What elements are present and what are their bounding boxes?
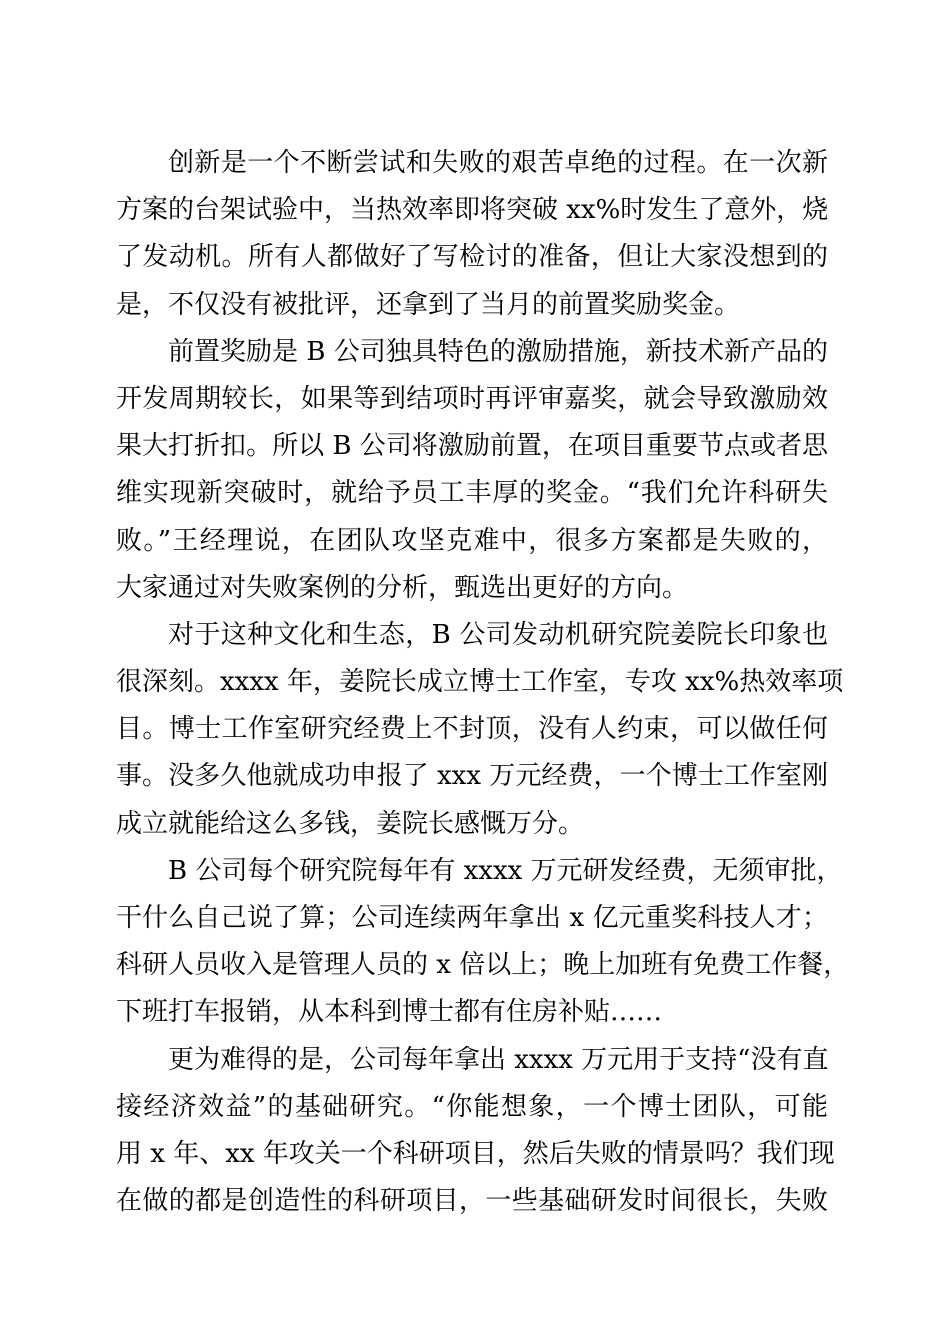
text-line: 果大打折扣。所以 B 公司将激励前置，在项目重要节点或者思 <box>116 431 828 462</box>
text-line: B 公司每个研究院每年有 xxxx 万元研发经费，无须审批， <box>168 855 843 886</box>
text-line: 方案的台架试验中，当热效率即将突破 xx%时发生了意外，烧 <box>116 195 829 226</box>
text-line: 更为难得的是，公司每年拿出 xxxx 万元用于支持“没有直 <box>168 1044 829 1075</box>
paragraph-innovation-failure <box>116 140 828 329</box>
text-line: 接经济效益”的基础研究。“你能想象，一个博士团队，可能 <box>116 1091 828 1122</box>
text-line: 在做的都是创造性的科研项目，一些基础研发时间很长，失败 <box>116 1186 828 1217</box>
text-line: 下班打车报销，从本科到博士都有住房补贴…… <box>116 997 663 1028</box>
text-line: 科研人员收入是管理人员的 x 倍以上；晚上加班有免费工作餐， <box>116 950 850 981</box>
text-line: 对于这种文化和生态，B 公司发动机研究院姜院长印象也 <box>168 619 828 650</box>
document-body <box>116 140 850 1225</box>
text-line: 目。博士工作室研究经费上不封顶，没有人约束，可以做任何 <box>116 714 828 745</box>
text-line: 干什么自己说了算；公司连续两年拿出 x 亿元重奖科技人才； <box>116 903 828 933</box>
paragraph-research-institute <box>116 612 844 848</box>
text-line: 成立就能给这么多钱，姜院长感慨万分。 <box>116 808 585 839</box>
paragraph-research-funding <box>116 848 850 1037</box>
text-line: 了发动机。所有人都做好了写检讨的准备，但让大家没想到的 <box>116 242 828 273</box>
text-line: 是，不仅没有被批评，还拿到了当月的前置奖励奖金。 <box>116 289 741 320</box>
text-line: 维实现新突破时，就给予员工丰厚的奖金。“我们允许科研失 <box>116 478 828 509</box>
text-line: 事。没多久他就成功申报了 xxx 万元经费，一个博士工作室刚 <box>116 761 828 792</box>
text-line: 很深刻。xxxx 年，姜院长成立博士工作室，专攻 xx%热效率项 <box>116 667 844 698</box>
text-line: 创新是一个不断尝试和失败的艰苦卓绝的过程。在一次新 <box>168 148 828 178</box>
text-line: 大家通过对失败案例的分析，甄选出更好的方向。 <box>116 572 689 603</box>
text-line: 开发周期较长，如果等到结项时再评审嘉奖，就会导致激励效 <box>116 383 828 414</box>
text-line: 败。”王经理说，在团队攻坚克难中，很多方案都是失败的， <box>116 525 828 556</box>
paragraph-basic-research <box>116 1037 835 1226</box>
text-line: 用 x 年、xx 年攻关一个科研项目，然后失败的情景吗？我们现 <box>116 1138 835 1169</box>
text-line: 前置奖励是 B 公司独具特色的激励措施，新技术新产品的 <box>168 336 828 367</box>
paragraph-front-loaded-rewards <box>116 329 828 612</box>
